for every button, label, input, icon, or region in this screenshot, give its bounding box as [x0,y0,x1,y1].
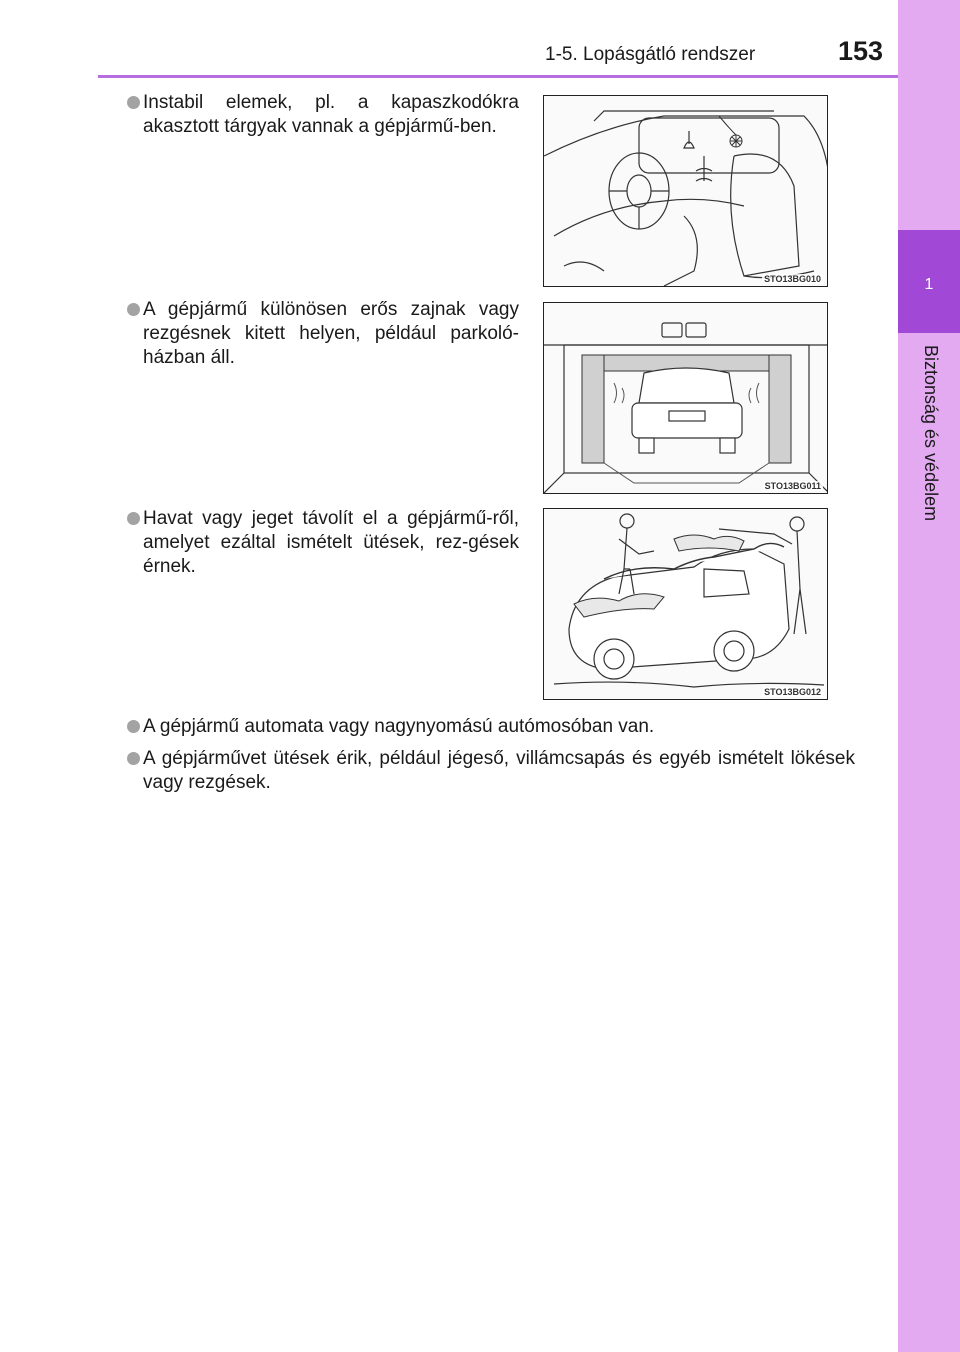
section-title: 1-5. Lopásgátló rendszer [545,44,756,65]
bullet-icon [127,752,140,765]
bullet-icon [127,512,140,525]
figure-code: STO13BG011 [764,481,821,491]
chapter-title: Biztonság és védelem [921,345,941,522]
list-item [127,715,857,739]
list-item [127,747,855,795]
list-item [127,298,519,370]
figure-snow-removal [543,508,828,700]
list-item-text: A gépjármű különösen erős zajnak vagy rezgésnek kitett helyen, például parkoló-házban áll. [143,299,519,368]
list-item-text: Instabil elemek, pl. a kapaszkodókra akasztott tárgyak vannak a gépjármű-ben. [143,92,519,137]
figure-code: STO13BG012 [764,687,821,697]
list-item [127,507,519,579]
figure-car-interior [543,95,828,287]
figure-code: STO13BG010 [764,274,821,284]
snow-removal-illustration [544,509,828,700]
bullet-icon [127,96,140,109]
page-number: 153 [838,36,884,66]
bullet-icon [127,720,140,733]
list-item-text: Havat vagy jeget távolít el a gépjármű-ről, amelyet ezáltal ismételt ütések, rez-gések érnek. [143,508,519,577]
figure-parking-garage [543,302,828,494]
bullet-icon [127,303,140,316]
chapter-side-tab [898,0,960,1352]
car-interior-illustration [544,96,828,287]
parking-garage-illustration [544,303,828,494]
list-item-text: A gépjármű automata vagy nagynyomású autómosóban van. [143,716,655,737]
header-rule [98,75,898,78]
list-item-text: A gépjárművet ütések érik, például jégeső, villámcsapás és egyéb ismételt lökések vagy rezgések. [143,748,855,793]
chapter-number: 1 [924,276,934,293]
list-item [127,91,519,139]
